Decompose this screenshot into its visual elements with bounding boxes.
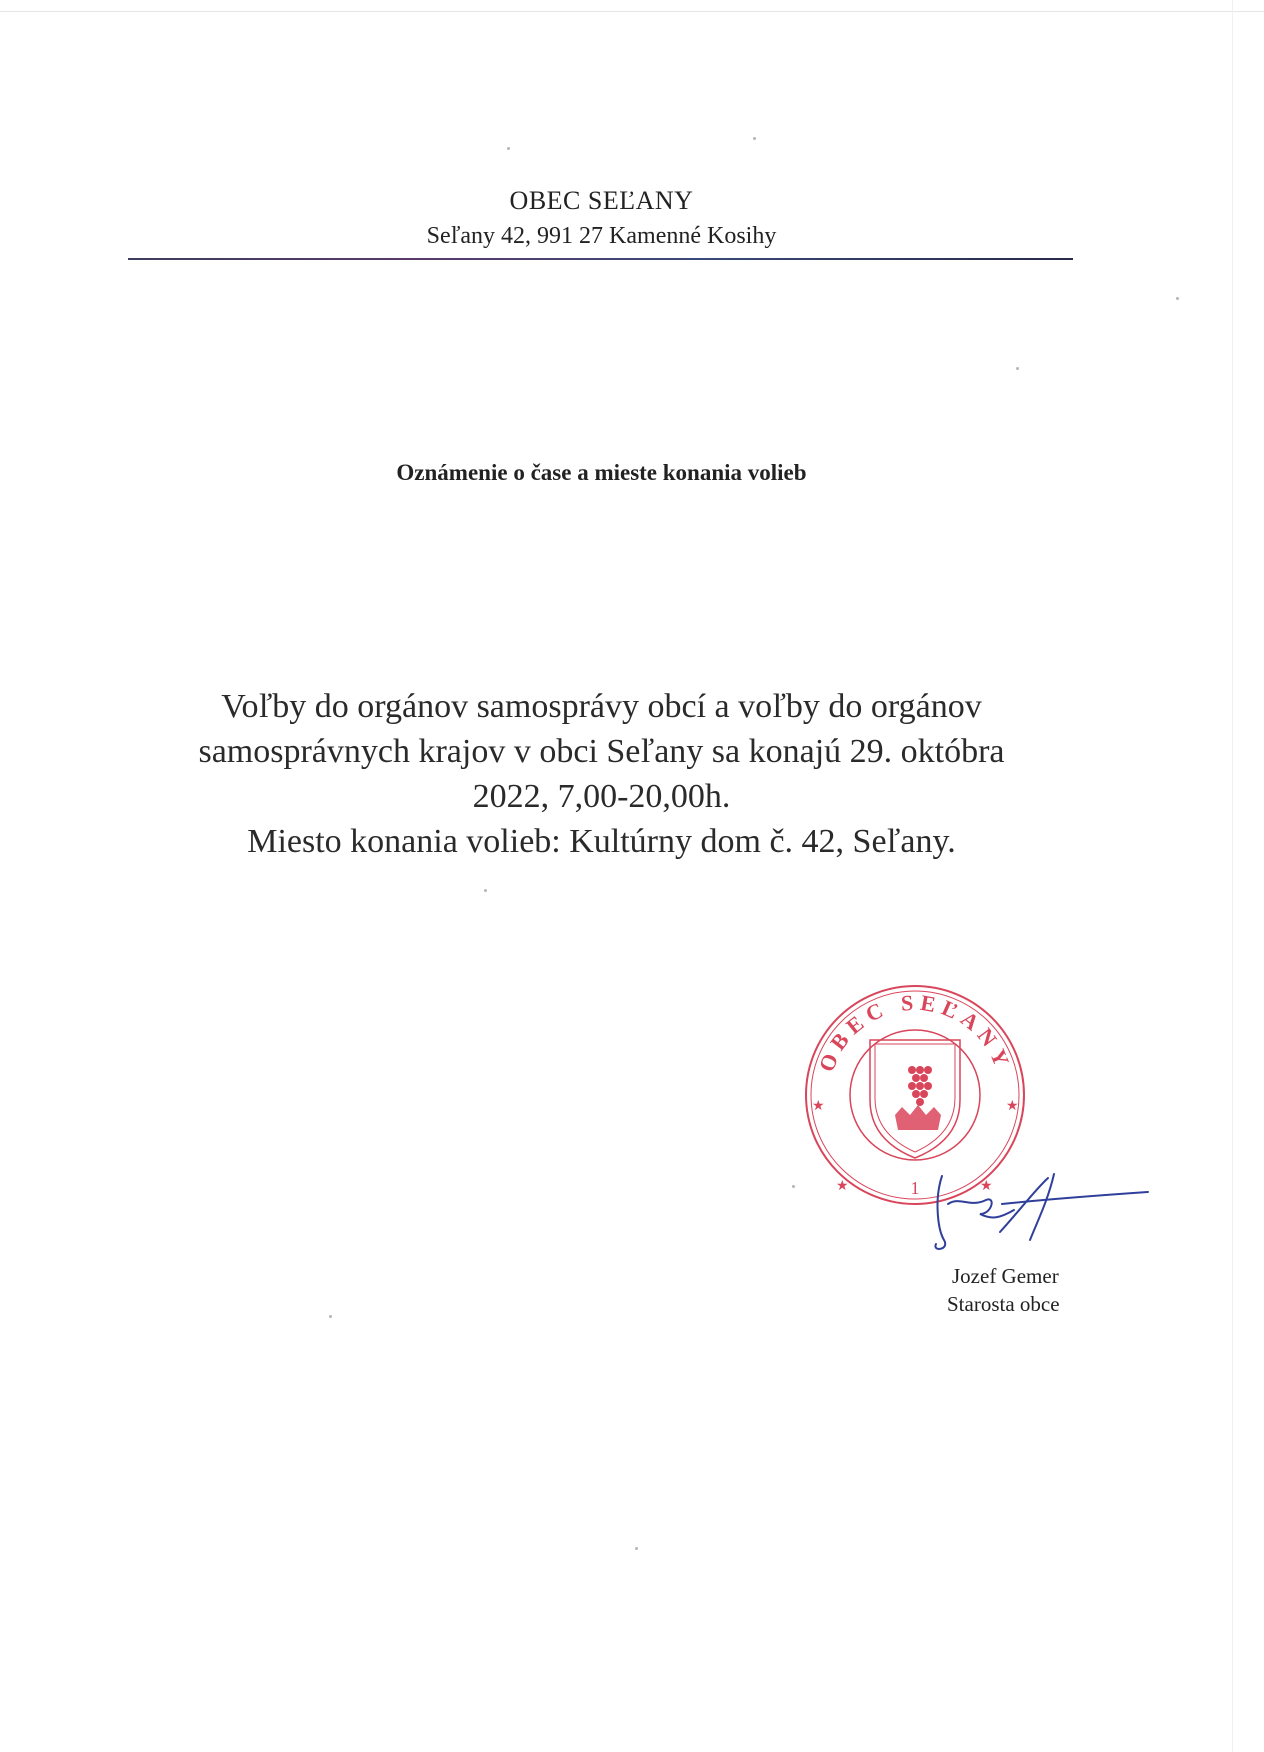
scan-speck — [1016, 367, 1019, 370]
svg-text:★: ★ — [836, 1179, 849, 1194]
signer-role: Starosta obce — [947, 1292, 1060, 1316]
scan-top-edge — [0, 11, 1264, 12]
stamp-text: OBEC SEĽANY — [813, 989, 1017, 1076]
scan-speck — [484, 889, 487, 892]
scan-speck — [507, 147, 510, 150]
scan-speck — [753, 137, 756, 140]
announcement-body — [140, 684, 1063, 864]
svg-text:★: ★ — [980, 1179, 993, 1194]
scan-right-edge — [1232, 0, 1233, 1752]
svg-text:★: ★ — [812, 1099, 825, 1114]
body-line-2: samosprávnych krajov v obci Seľany sa konajú 29. októbra — [198, 733, 1005, 770]
scan-speck — [792, 1185, 795, 1188]
org-name: OBEC SEĽANY — [509, 186, 694, 215]
scan-speck — [329, 1315, 332, 1318]
svg-text:OBEC SEĽANY — [814, 990, 1017, 1075]
body-line-1: Voľby do orgánov samosprávy obcí a voľby do orgánov — [221, 688, 982, 725]
handwritten-signature — [930, 1170, 1150, 1260]
body-line-3: 2022, 7,00-20,00h. — [472, 778, 731, 815]
body-line-4: Miesto konania volieb: Kultúrny dom č. 42, Seľany. — [247, 823, 956, 860]
scan-speck — [1176, 297, 1179, 300]
stamp-number: 1 — [910, 1178, 920, 1198]
scan-speck — [635, 1547, 638, 1550]
header-rule — [128, 258, 1073, 260]
svg-text:★: ★ — [1006, 1099, 1019, 1114]
org-address: Seľany 42, 991 27 Kamenné Kosihy — [426, 223, 777, 249]
document-title: Oznámenie o čase a mieste konania volieb — [396, 460, 807, 485]
signer-name: Jozef Gemer — [952, 1264, 1059, 1288]
